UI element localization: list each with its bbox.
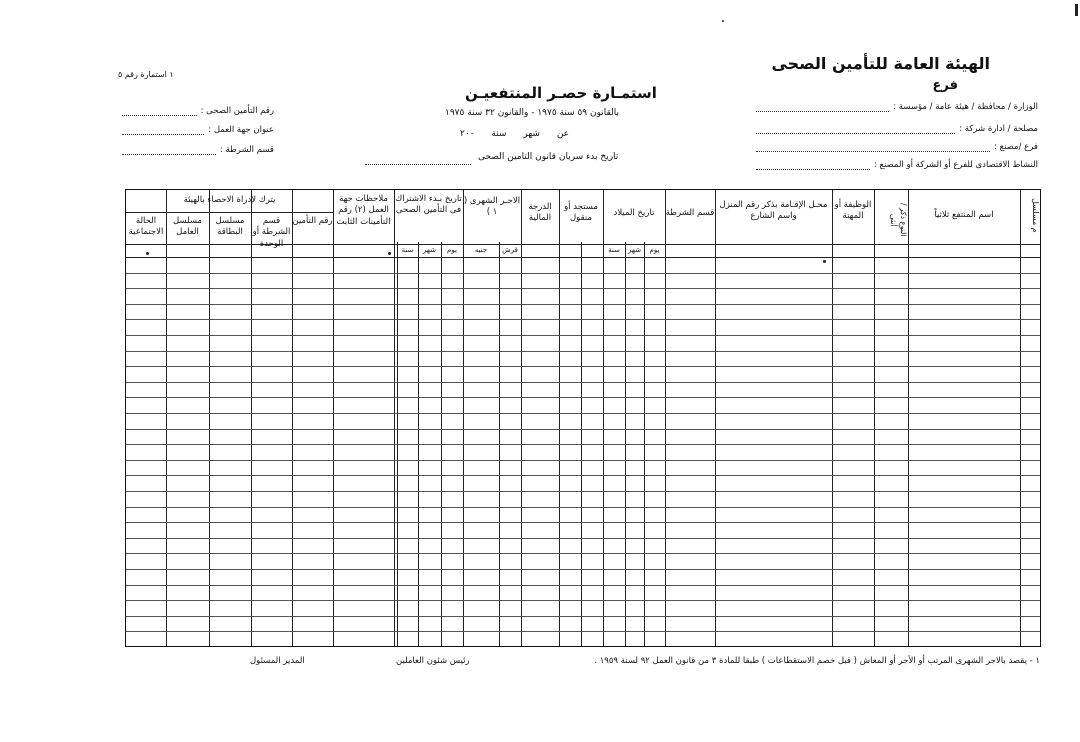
table-row — [126, 304, 1040, 305]
stats-marital-status-header: الحالة الاجتماعية — [128, 216, 164, 238]
col-divider — [1020, 190, 1021, 646]
table-row — [126, 273, 1040, 274]
effective-date-blank — [365, 156, 471, 165]
stats-card-serial-header: مسلسل البطاقة — [215, 216, 245, 238]
col-gender-header: النوع ذكر / أنثى — [888, 203, 908, 237]
branch-label: فرع — [932, 78, 958, 93]
salary-piaster-subheader: قرش — [502, 246, 518, 254]
personnel-signature-label: رئيس شئون العاملين — [396, 656, 470, 666]
col-divider — [665, 190, 666, 646]
salary-pound-subheader: جنيه — [474, 246, 488, 254]
col-divider — [603, 190, 604, 646]
subscription-month-subheader: شهر — [423, 246, 436, 254]
col-occupation-header: الوظيفة أو المهنة — [834, 200, 872, 222]
col-salary-header: الاجـر الشهرى ( ١ ) — [463, 196, 521, 218]
insurance-number-blank — [122, 106, 197, 116]
table-row — [126, 631, 1040, 632]
table-row — [126, 616, 1040, 617]
department-field-blank — [756, 124, 955, 134]
law-reference: بالقانون ٥٩ سنة ١٩٧٥ - والقانون ٣٢ سنة ١٩٧٥ — [445, 108, 620, 118]
ink-speck — [146, 252, 149, 255]
work-address-label: عنوان جهة العمل : — [208, 125, 274, 135]
effective-date-line: تاريخ بدء سريان قانون التامين الصحى — [478, 152, 619, 162]
edge-mark — [1075, 4, 1078, 16]
col-divider — [832, 190, 833, 646]
stats-group-divider — [126, 212, 333, 213]
col-police-header: قسم الشرطة — [665, 208, 715, 218]
table-row — [126, 366, 1040, 367]
footnote: ١ - يقصد بالاجر الشهرى المرتب أو الأجر أو المعاش ( قبل خصم الاستقطاعات ) طبقا للمادة ٣ من قانون العمل ٩٢ لسنة ١٩٥٩ . — [594, 656, 1040, 666]
table-row — [126, 288, 1040, 289]
col-divider — [559, 190, 560, 646]
col-divider — [209, 190, 210, 646]
organization-title: الهيئة العامة للتأمين الصحى — [771, 54, 990, 73]
col-name-header: اسم المنتفع ثلاثياً — [934, 210, 994, 220]
ink-speck — [823, 260, 826, 263]
table-row — [126, 507, 1040, 508]
period-line: عن شهر سنة ٢٠٠ — [460, 129, 570, 139]
activity-field-label: النشاط الاقتصادى للفرع أو الشركة أو المصنع : — [873, 160, 1038, 170]
ink-speck — [388, 252, 391, 255]
col-subscription-header: تاريخ بـدء الاشتراك فى التأمين الصحى — [395, 194, 462, 216]
col-birthdate-header: تاريخ الميلاد — [613, 208, 655, 218]
stats-insurance-number-header: رقم التأمين — [292, 216, 333, 226]
manager-signature-label: المدير المسئول — [250, 656, 305, 666]
col-divider — [166, 190, 167, 646]
subscription-day-subheader: يوم — [447, 246, 457, 254]
table-row — [126, 397, 1040, 398]
col-divider — [333, 190, 334, 646]
activity-field — [756, 160, 1038, 170]
col-divider — [394, 190, 395, 646]
table-row — [126, 382, 1040, 383]
insurance-number-field — [122, 106, 274, 116]
police-station-label: قسم الشرطة : — [219, 145, 274, 155]
work-address-blank — [122, 125, 204, 135]
activity-field-blank — [756, 160, 870, 170]
department-field — [756, 124, 1038, 134]
birth-day-subheader: يوم — [649, 246, 660, 254]
table-row — [126, 538, 1040, 539]
subscription-year-subheader: سنة — [401, 246, 414, 254]
factory-field-label: فرع /مصنع : — [994, 142, 1038, 152]
stats-worker-serial-header: مسلسل العامل — [173, 216, 202, 238]
ministry-field-blank — [756, 102, 889, 112]
stats-police-unit-header: قسم الشرطة أو الوحدة — [252, 216, 291, 249]
subheader-bottom-line — [126, 257, 1040, 258]
beneficiaries-table — [125, 189, 1041, 647]
col-notes-header: ملاحظات جهة العمل (٢) رقم التأمينات الثابت — [336, 194, 391, 227]
birth-year-subheader: سنة — [608, 246, 620, 254]
table-row — [126, 429, 1040, 430]
col-grade-header: الدرجة المالية — [528, 202, 552, 224]
table-row — [126, 413, 1040, 414]
col-divider — [715, 190, 716, 646]
police-station-blank — [122, 145, 216, 155]
table-row — [126, 553, 1040, 554]
ink-speck — [722, 20, 724, 22]
table-row — [126, 585, 1040, 586]
insurance-number-label: رقم التأمين الصحى : — [200, 106, 274, 116]
work-address-field — [122, 125, 274, 135]
table-row — [126, 522, 1040, 523]
ministry-field-label: الوزارة / محافظة / هيئة عامة / مؤسسة : — [893, 102, 1038, 112]
col-divider — [251, 190, 252, 646]
col-divider — [292, 190, 293, 646]
col-divider — [874, 190, 875, 646]
col-divider — [908, 190, 909, 646]
stats-group-header: يترك لإدراة الاحصاء بالهيئة — [183, 195, 276, 205]
col-residence-header: محـل الإقـامة بذكر رقم المنزل واسم الشارع — [719, 200, 828, 222]
police-station-field — [122, 145, 274, 155]
ministry-field — [756, 102, 1038, 112]
col-divider — [521, 190, 522, 646]
table-row — [126, 491, 1040, 492]
table-row — [126, 351, 1040, 352]
birth-month-subheader: شهر — [628, 246, 641, 254]
department-field-label: مصلحة / ادارة شركة : — [959, 124, 1038, 134]
col-serial-header: م مسلسل — [1031, 198, 1040, 233]
table-row — [126, 569, 1040, 570]
factory-field — [756, 142, 1038, 152]
table-row — [126, 475, 1040, 476]
form-title: استمـارة حصـر المنتفعيـن — [465, 84, 657, 102]
table-row — [126, 319, 1040, 320]
table-row — [126, 460, 1040, 461]
table-row — [126, 600, 1040, 601]
col-divider — [463, 190, 464, 646]
factory-field-blank — [756, 142, 990, 152]
col-status-header: مستجد أو منقول — [564, 202, 598, 224]
form-number: ١ استمارة رقم ٥ — [118, 70, 174, 79]
table-row — [126, 335, 1040, 336]
table-row — [126, 444, 1040, 445]
